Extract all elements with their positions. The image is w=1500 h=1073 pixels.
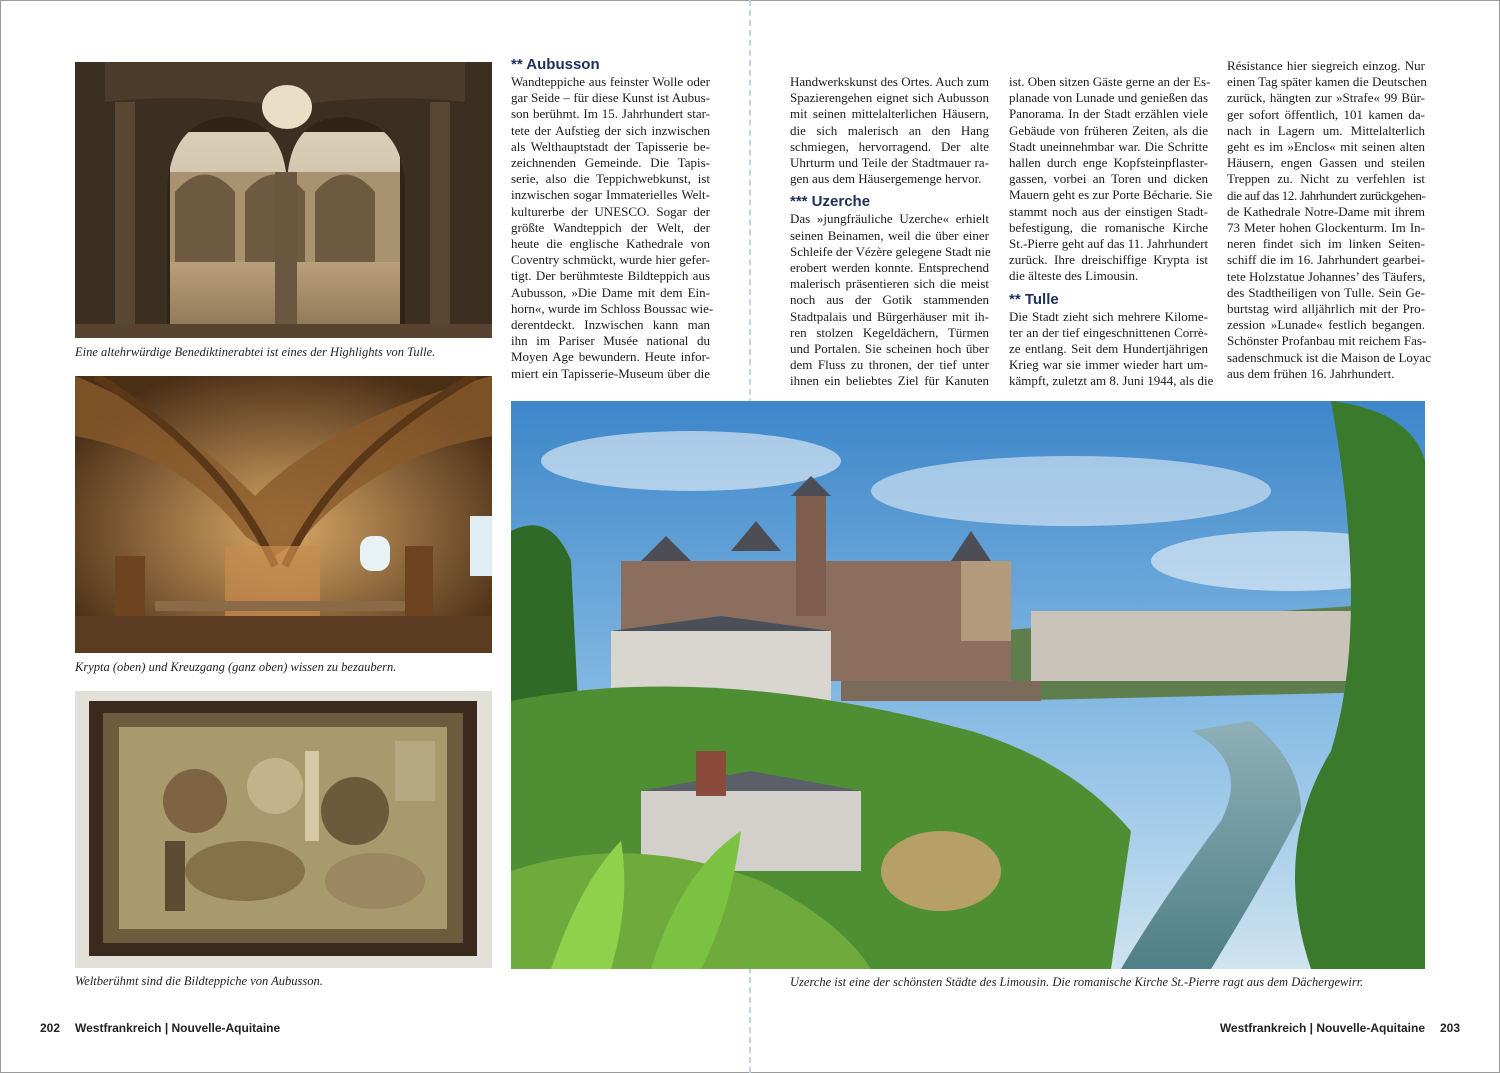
crypt-caption: Krypta (oben) und Kreuzgang (ganz oben) wissen zu bezaubern. [75, 660, 397, 674]
text-line: Treppen zu. Nicht zu verfehlen ist [1227, 171, 1425, 187]
text-line: Häusern, engen Gassen und steilen [1227, 155, 1425, 171]
right-page-number: 203 [1439, 1021, 1460, 1035]
text-line: kämpft, zuletzt am 8. Juni 1944, als die [1009, 373, 1214, 389]
text-line: ze entlang. Seit dem Hundertjährigen [1009, 341, 1208, 357]
text-line: kulturerbe der UNESCO. Sogar der [511, 203, 710, 219]
uzerche-panorama-photo [511, 401, 1425, 969]
uzerche-caption: Uzerche ist eine der schönsten Städte des Limousin. Die romanische Kirche St.-Pierre ragt aus dem Dächergewirr. [790, 975, 1364, 989]
text-line: mit seinen mittelalterlichen Häusern, [790, 106, 989, 122]
text-line: gassen, vorbei an Toren und dicken [1009, 171, 1208, 187]
text-line: die sich malerisch an den Hang [790, 122, 989, 138]
text-line: ihnen ein beliebtes Ziel für Kanuten [790, 373, 989, 389]
cloister-photo [75, 62, 492, 338]
aubusson-column [511, 56, 714, 382]
text-line: hallen durch enge Kopfsteinpflaster- [1009, 155, 1208, 171]
text-line: planade von Lunade und genießen das [1009, 90, 1208, 106]
text-line: zeichnenden Gemeinde. Die Tapis- [511, 155, 710, 171]
left-page-number: 202 [40, 1021, 61, 1035]
right-running-footer: Westfrankreich | Nouvelle-Aquitaine [1219, 1021, 1425, 1035]
text-line: Moyen Age bewundern. Heute infor- [511, 349, 710, 365]
text-line: ter an der tief eingeschnittenen Corrè- [1009, 324, 1208, 340]
text-line: Handwerkskunst des Ortes. Auch zum [790, 74, 989, 89]
text-line: Panorama. In der Stadt erzählen viele [1009, 106, 1208, 122]
text-line: tete Holzstatue Johannes’ des Täufers, [1227, 268, 1426, 284]
text-line: Aubusson, »Die Dame mit dem Ein- [511, 284, 710, 300]
cloister-caption: Eine altehrwürdige Benediktinerabtei ist eines der Highlights von Tulle. [75, 345, 436, 359]
text-line: einen Tag später kamen die Deutschen [1227, 74, 1427, 90]
text-line: die auf das 12. Jahrhundert zurückgehen- [1227, 187, 1426, 203]
text-line: tigt. Der berühmteste Bildteppich aus [511, 268, 710, 284]
text-line: Résistance hier siegreich einzog. Nur [1227, 58, 1425, 73]
text-line: Krieg war sie immer wieder hart um- [1009, 357, 1208, 373]
aubusson-heading: ** Aubusson [511, 56, 600, 73]
text-line: zurück, hängten zur »Strafe« 99 Bür- [1227, 90, 1425, 106]
text-line: derentdeckt. Inzwischen kann man [511, 317, 710, 333]
text-line: ren stolzen Kegeldächern, Türmen [790, 324, 989, 340]
text-line: stammt noch aus der einstigen Stadt- [1009, 203, 1208, 219]
text-line: Das »jungfräuliche Uzerche« erhielt [790, 211, 989, 227]
text-line: Gebäude von früheren Zeiten, als die [1009, 122, 1208, 138]
text-line: Uhrturm und Teile der Stadtmauer ra- [790, 155, 989, 171]
tulle-heading: ** Tulle [1009, 290, 1059, 308]
right-column-3 [1227, 58, 1431, 382]
text-line: serie, also die Teppichwebkunst, ist [511, 171, 710, 187]
left-running-footer: Westfrankreich | Nouvelle-Aquitaine [75, 1021, 281, 1035]
text-line: Stadtpalais und Bürgerhäuser mit ih- [790, 308, 989, 324]
text-line: zession »Lunade« festlich begangen. [1227, 317, 1425, 333]
right-column-1 [790, 74, 989, 390]
text-line: St.-Pierre geht auf das 11. Jahrhundert [1009, 236, 1209, 252]
text-line: 73 Meter hohen Glockenturm. Im In- [1227, 220, 1425, 236]
text-line: son berühmt. Im 15. Jahrhundert star- [511, 106, 710, 122]
text-line: schmiegen, hervorragend. Der alte [790, 138, 989, 154]
text-line: miert ein Tapisserie-Museum über die [511, 365, 710, 381]
text-line: horn«, wurde im Schloss Boussac wie- [511, 300, 714, 316]
text-line: Schönster Profanbau mit reichem Fas- [1227, 333, 1427, 349]
tapestry-caption: Weltberühmt sind die Bildteppiche von Aubusson. [75, 974, 323, 988]
text-line: größte Wandteppich der Welt, der [511, 219, 710, 235]
text-line: Spazierengehen eignet sich Aubusson [790, 90, 989, 106]
text-line: inzwischen sogar Immaterielles Welt- [511, 187, 710, 203]
text-line: dem Fluss zu thronen, der tief unter [790, 357, 989, 373]
text-line: sadenschmuck ist die Maison de Loyac [1227, 349, 1431, 365]
text-line: ist. Oben sitzen Gäste gerne an der Es- [1009, 74, 1211, 89]
text-line: schiff die im 16. Jahrhundert gearbei- [1227, 252, 1425, 268]
text-line: Schleife der Vézère gelegene Stadt nie [790, 243, 991, 259]
text-line: Wandteppiche aus feinster Wolle oder [511, 74, 710, 89]
text-line: und Portalen. Sie scheinen hoch über [790, 341, 989, 357]
text-line: des Stadtheiligen von Tulle. Sein Ge- [1227, 284, 1425, 300]
text-line: ihn im Pariser Musée national du [511, 333, 710, 349]
text-line: Mauern geht es zur Porte Bécharie. Sie [1009, 187, 1213, 203]
text-line: zurück. Ihre dreischiffige Krypta ist [1009, 252, 1208, 268]
text-line: ger sofort öffentlich, 101 kamen da- [1227, 106, 1425, 122]
text-line: nach in Lagern um. Mittelalterlich [1227, 122, 1425, 138]
tapestry-photo [75, 691, 492, 968]
text-line: burtstag wird alljährlich mit der Pro- [1227, 301, 1425, 317]
text-line: malerisch präsentieren sich die meist [790, 276, 989, 292]
text-line: als Welthauptstadt der Tapisserie be- [511, 138, 710, 154]
text-line: Coventry schmückt, wurde hier gefer- [511, 252, 710, 268]
uzerche-heading: *** Uzerche [790, 193, 871, 211]
text-line: aus dem frühen 16. Jahrhundert. [1227, 365, 1395, 381]
text-line: geht es im »Enclos« mit seinen alten [1227, 139, 1425, 155]
text-line: gen aus dem Häusergemenge hervor. [790, 171, 982, 187]
text-line: de Kathedrale Notre-Dame mit ihrem [1227, 203, 1425, 219]
right-column-2 [1009, 74, 1214, 390]
text-line: neren findet sich im linken Seiten- [1227, 236, 1425, 252]
text-line: die älteste des Limousin. [1009, 268, 1139, 284]
crypt-photo [75, 376, 492, 653]
text-line: Stadt uneinnehmbar war. Die Schritte [1009, 138, 1208, 154]
text-line: Die Stadt zieht sich mehrere Kilome- [1009, 308, 1208, 324]
text-line: tete der Aufstieg der sich inzwischen [511, 122, 710, 138]
text-line: seinen Beinamen, weil die über einer [790, 227, 989, 243]
text-line: heute die englische Kathedrale von [511, 236, 710, 252]
text-line: noch aus der Gotik stammenden [790, 292, 989, 308]
text-line: gar Seide – für diese Kunst ist Aubus- [511, 90, 710, 106]
text-line: befestigung, die romanische Kirche [1009, 219, 1208, 235]
text-line: erobert werden konnte. Entsprechend [790, 260, 989, 276]
